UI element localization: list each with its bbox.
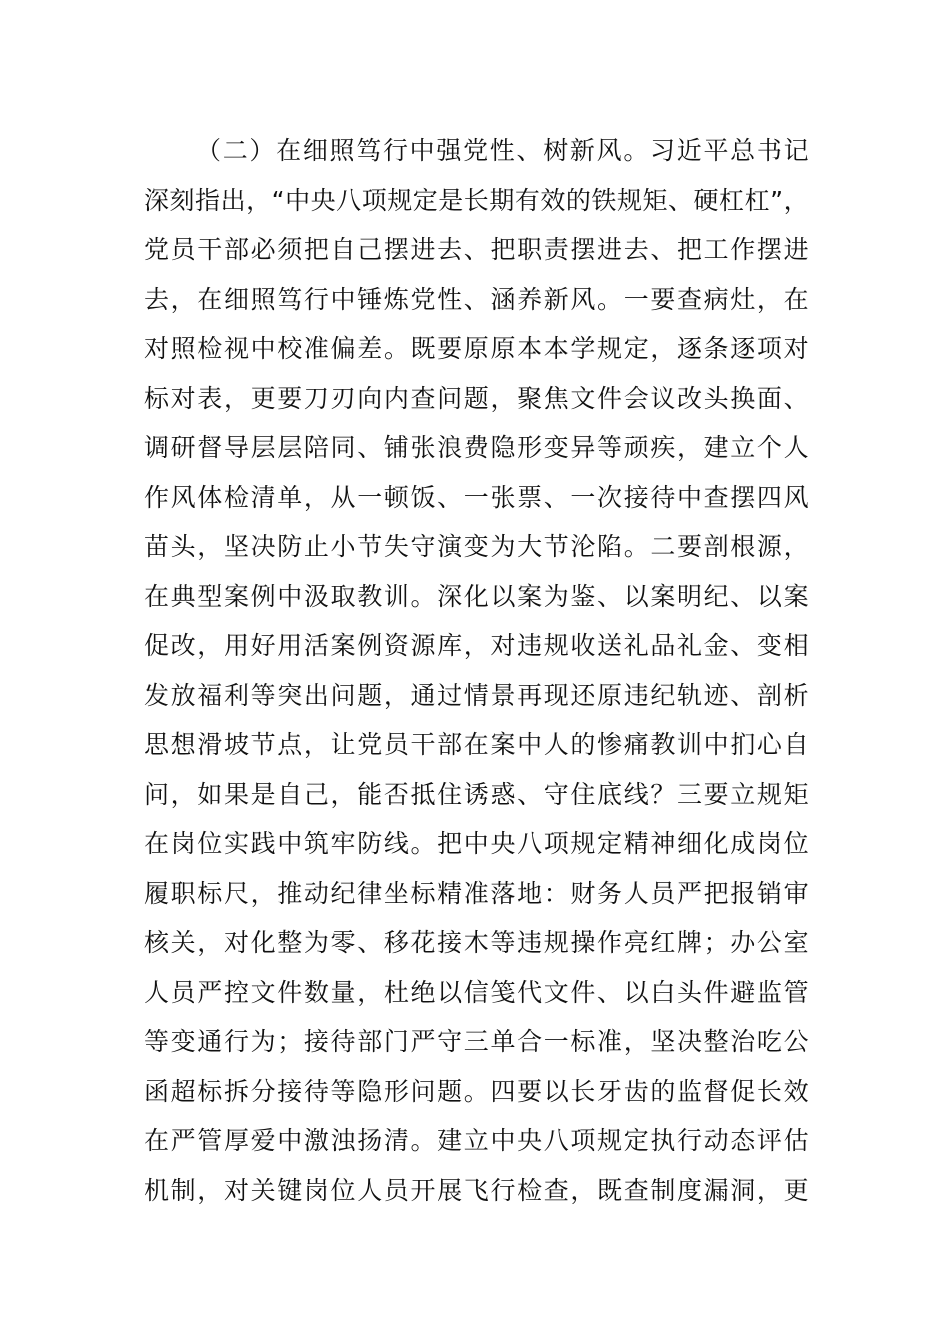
paragraph-line: 作风体检清单，从一顿饭、一张票、一次接待中查摆四风 <box>144 482 809 512</box>
paragraph-line: （二）在细照笃行中强党性、树新风。习近平总书记 <box>196 136 809 165</box>
paragraph-line: 对照检视中校准偏差。既要原原本本学规定，逐条逐项对 <box>144 334 809 363</box>
paragraph-line: 苗头，坚决防止小节失守演变为大节沦陷。二要剖根源， <box>144 532 809 561</box>
paragraph-line: 函超标拆分接待等隐形问题。四要以长牙齿的监督促长效 <box>144 1076 809 1106</box>
paragraph-line: 核关，对化整为零、移花接木等违规操作亮红牌；办公室 <box>144 928 809 957</box>
paragraph-line: 等变通行为；接待部门严守三单合一标准，坚决整治吃公 <box>144 1027 809 1056</box>
paragraph-line: 思想滑坡节点，让党员干部在案中人的惨痛教训中扪心自 <box>144 730 809 759</box>
paragraph-line: 调研督导层层陪同、铺张浪费隐形变异等顽疾，建立个人 <box>144 433 809 462</box>
paragraph-line: 问，如果是自己，能否抵住诱惑、守住底线？三要立规矩 <box>144 779 809 809</box>
paragraph-line: 去，在细照笃行中锤炼党性、涵养新风。一要查病灶，在 <box>144 284 809 314</box>
paragraph-line: 深刻指出，“中央八项规定是长期有效的铁规矩、硬杠杠”， <box>144 185 809 215</box>
paragraph-line: 机制，对关键岗位人员开展飞行检查，既查制度漏洞，更 <box>144 1175 809 1205</box>
paragraph-line: 履职标尺，推动纪律坐标精准落地：财务人员严把报销审 <box>144 878 809 908</box>
paragraph-line: 人员严控文件数量，杜绝以信笺代文件、以白头件避监管 <box>144 977 809 1007</box>
paragraph-line: 标对表，更要刀刃向内查问题，聚焦文件会议改头换面、 <box>144 383 809 413</box>
paragraph-line: 发放福利等突出问题，通过情景再现还原违纪轨迹、剖析 <box>144 680 809 710</box>
body-paragraph <box>144 126 809 1215</box>
paragraph-line: 在严管厚爱中激浊扬清。建立中央八项规定执行动态评估 <box>144 1126 809 1155</box>
paragraph-line: 在典型案例中汲取教训。深化以案为鉴、以案明纪、以案 <box>144 581 809 611</box>
paragraph-line: 党员干部必须把自己摆进去、把职责摆进去、把工作摆进 <box>144 235 809 264</box>
paragraph-line: 在岗位实践中筑牢防线。把中央八项规定精神细化成岗位 <box>144 829 809 858</box>
paragraph-line: 促改，用好用活案例资源库，对违规收送礼品礼金、变相 <box>144 631 809 660</box>
